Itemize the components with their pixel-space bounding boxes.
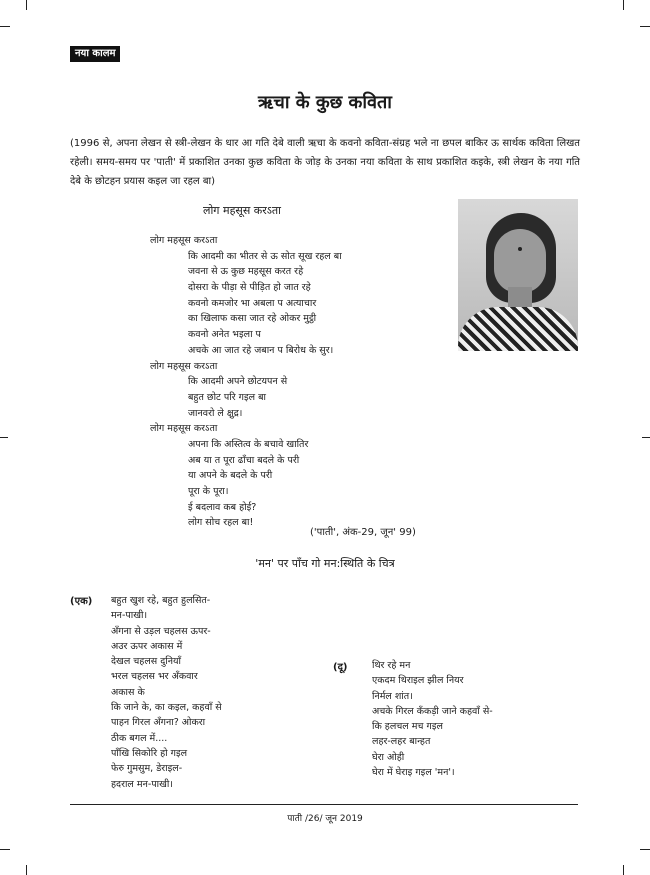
poem-line: कवनो अनेत भइला प	[188, 329, 261, 341]
poem-line: कि हलचल मच गइल	[372, 721, 443, 733]
poem-line: अचके गिरल कँकड़ी जाने कहवाँ से-	[372, 705, 493, 717]
page-footer: पाती /26/ जून 2019	[287, 814, 363, 824]
poem-line: एकदम थिराइल झील नियर	[372, 675, 464, 687]
poem-line: थिर रहे मन	[372, 660, 411, 671]
section-label-two: (दू)	[333, 662, 348, 673]
section-two-lines	[372, 658, 493, 780]
poem-line: बहुत छोट परि गइल बा	[188, 391, 266, 403]
crop-mark	[623, 865, 624, 875]
poem-line: कि आदमी अपने छोटयपन से	[188, 376, 288, 388]
crop-mark	[0, 849, 10, 850]
poem-line: ठीक बगल में....	[111, 732, 168, 744]
crop-mark	[640, 849, 650, 850]
crop-mark	[642, 437, 650, 438]
poem-line: का खिलाफ कसा जात रहे ओकर मुट्ठी	[188, 313, 317, 325]
section-one-lines	[111, 593, 222, 792]
poem-line: लोग सोच रहल बा!	[188, 517, 254, 529]
poem-line: कवनो कमजोर भा अबला प अत्याचार	[188, 297, 317, 309]
poem-title: लोग महसूस करऽता	[203, 204, 281, 217]
poem-line: अब या त पूरा ढाँचा बदले के परी	[188, 454, 300, 466]
poem-line: लोग महसूस करऽता	[150, 423, 218, 435]
poem-line: अउर ऊपर अकास में	[111, 640, 183, 652]
crop-mark	[26, 865, 27, 875]
poem-line: जवना से ऊ कुछ महसूस करत रहे	[188, 266, 304, 278]
poem-line: अकास के	[111, 686, 145, 698]
poem-line: पाहन गिरल अँगना? ओकरा	[111, 717, 206, 729]
intro-paragraph: (1996 से, अपना लेखन से स्त्री-लेखन के धार आ गति देबे वाली ऋचा के कवनो कविता-संग्रह भले ना छपल बाकिर ऊ सार्थक कविता लिखत रहेली। समय-समय पर 'पाती' में प्रकाशित उनका कुछ कविता के जोड़ के उनका नया कविता के साथ प्रकाशित कइके, स्त्री लेखन के नया गति देबे के छोटहन प्रयास कइल जा रहल बा)	[70, 138, 580, 187]
poem-line: घेरा ओही	[372, 751, 405, 763]
poem-line: कि आदमी का भीतर से ऊ सोत सूख रहल बा	[188, 250, 342, 262]
poem-line: लोग महसूस करऽता	[150, 360, 218, 372]
poem-line: घेरा में घेराइ गइल 'मन'।	[372, 767, 455, 779]
poem-line: अपना कि अस्तित्व के बचावे खातिर	[188, 438, 309, 450]
crop-mark	[640, 26, 650, 27]
poem-line: बहुत खुश रहे, बहुत हुलसित-	[111, 595, 211, 606]
footer-rule	[70, 804, 578, 805]
poem-line: फेरु गुमसुम, डेराइल-	[111, 763, 183, 775]
poem-line: या अपने के बदले के परी	[188, 470, 273, 482]
crop-mark	[26, 0, 27, 10]
poem-line: जानवरो ले क्षुद्र।	[188, 407, 243, 419]
poem-line: ई बदलाव कब होई?	[188, 501, 257, 513]
author-photo	[458, 199, 578, 351]
poem-series-title: 'मन' पर पाँच गो मन:स्थिति के चित्र	[255, 557, 395, 570]
poem-citation: ('पाती', अंक-29, जून' 99)	[310, 527, 416, 538]
poem-line: लोग महसूस करऽता	[150, 235, 218, 246]
poem-line: लहर-लहर बान्हत	[372, 736, 431, 748]
poem-line: पूरा के पूरा।	[188, 486, 229, 497]
poem-line: निर्मल शांत।	[372, 690, 413, 702]
poem-line: दोसरा के पीड़ा से पीड़ित हो जात रहे	[188, 282, 311, 294]
poem-line: अँगना से उड़ल चहलस ऊपर-	[111, 625, 211, 637]
poem-line: हदराल मन-पाखी।	[111, 778, 173, 790]
poem-line: मन-पाखी।	[111, 610, 148, 622]
poem-body	[150, 233, 342, 531]
poem-line: पाँखि सिकोरि हो गइल	[111, 747, 188, 759]
crop-mark	[0, 437, 8, 438]
page-title: ऋचा के कुछ कविता	[258, 92, 392, 113]
poem-line: कि जाने के, का कइल, कहवाँ से	[111, 702, 222, 714]
poem-line: देखल चहलस दुनियाँ	[111, 656, 181, 668]
crop-mark	[623, 0, 624, 10]
section-tag: नया कालम	[70, 46, 120, 62]
section-label-one: (एक)	[70, 596, 93, 607]
poem-line: भरल चहलस भर अँकवार	[111, 671, 198, 683]
poem-line: अचके आ जात रहे जबान प बिरोध के सुर।	[188, 344, 334, 356]
crop-mark	[0, 26, 10, 27]
